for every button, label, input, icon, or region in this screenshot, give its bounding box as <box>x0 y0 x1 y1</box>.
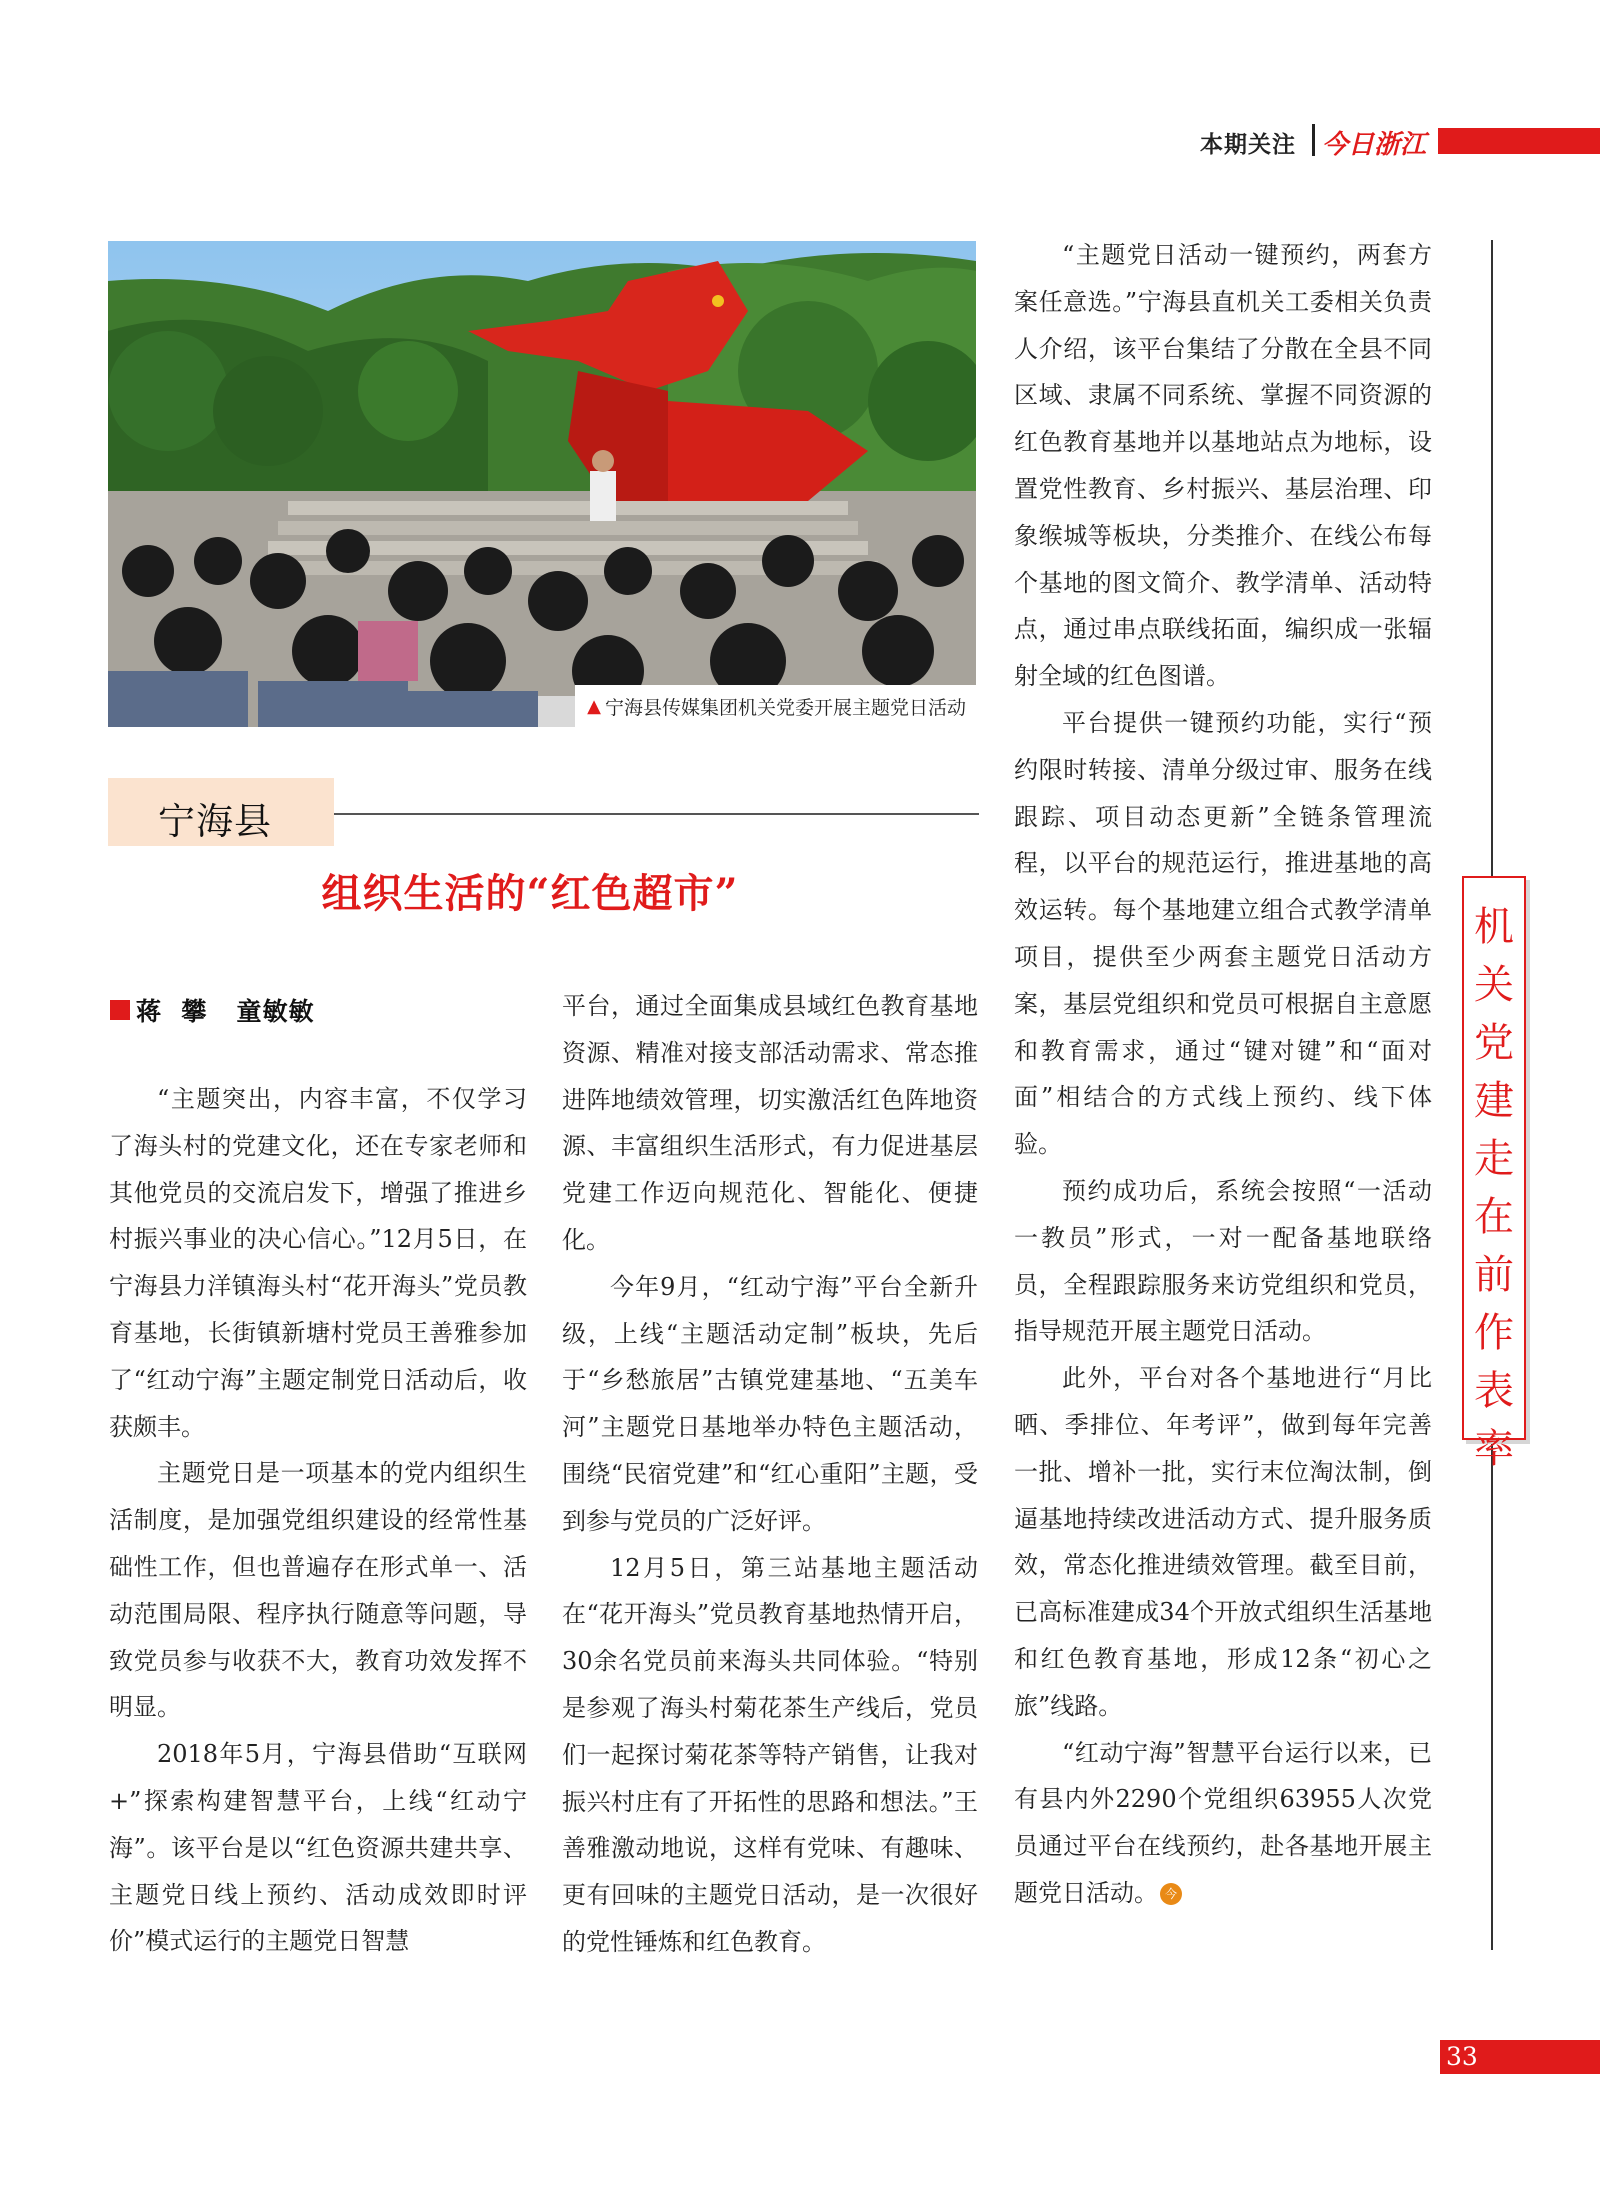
header-separator <box>1312 124 1315 156</box>
paragraph-last-text: “红动宁海”智慧平台运行以来，已有县内外2290个党组织63955人次党员通过平台在线预约，赴各基地开展主题党日活动。 <box>1014 1738 1432 1907</box>
body-column-1 <box>109 1076 527 1965</box>
byline-square-icon <box>110 1000 130 1020</box>
side-column-title <box>1462 876 1526 1472</box>
paragraph-last <box>1014 1730 1432 1917</box>
paragraph: 今年9月，“红动宁海”平台全新升级，上线“主题活动定制”板块，先后于“乡愁旅居”古镇党建基地、“五美车河”主题党日基地举办特色主题活动，围绕“民宿党建”和“红心重阳”主题，受到参与党员的广泛好评。 <box>562 1272 978 1535</box>
paragraph: 预约成功后，系统会按照“一活动一教员”形式，一对一配备基地联络员，全程跟踪服务来访党组织和党员，指导规范开展主题党日活动。 <box>1014 1176 1432 1346</box>
body-column-3 <box>1014 232 1432 1917</box>
photo-caption <box>575 685 976 727</box>
paragraph: 平台提供一键预约功能，实行“预约限时转接、清单分级过审、服务在线跟踪、项目动态更新”全链条管理流程，以平台的规范运行，推进基地的高效运转。每个基地建立组合式教学清单项目，提供至少两套主题党日活动方案，基层党组织和党员可根据自主意愿和教育需求，通过“键对键”和“面对面”相结合的方式线上预约、线下体验。 <box>1014 708 1432 1159</box>
region-tag <box>108 778 334 846</box>
paragraph: “主题党日活动一键预约，两套方案任意选。”宁海县直机关工委相关负责人介绍，该平台集结了分散在全县不同区域、隶属不同系统、掌握不同资源的红色教育基地并以基地站点为地标，设置党性教育、乡村振兴、基层治理、印象缑城等板块，分类推介、在线公布每个基地的图文简介、教学清单、活动特点，通过串点联线拓面，编织成一张辐射全域的红色图谱。 <box>1014 241 1432 691</box>
paragraph: 此外，平台对各个基地进行“月比晒、季排位、年考评”，做到每年完善一批、增补一批，实行末位淘汰制，倒逼基地持续改进活动方式、提升服务质效，常态化推进绩效管理。截至目前，已高标准建成34个开放式组织生活基地和红色教育基地，形成12条“初心之旅”线路。 <box>1014 1364 1432 1720</box>
byline-authors: 蒋 攀 童敏敏 <box>136 997 315 1026</box>
page-header <box>1200 124 1600 158</box>
side-column-title-text: 机关党建走在前作表率 <box>1474 904 1514 1472</box>
paragraph: 12月5日，第三站基地主题活动在“花开海头”党员教育基地热情开启，30余名党员前来海头共同体验。“特别是参观了海头村菊花茶生产线后，党员们一起探讨菊花茶等特产销售，让我对振兴村庄有了开拓性的思路和想法。”王善雅激动地说，这样有党味、有趣味、更有回味的主题党日活动，是一次很好的党性锤炼和红色教育。 <box>562 1553 978 1956</box>
page-number: 33 <box>1446 2042 1478 2071</box>
header-section-label: 本期关注 <box>1200 132 1296 158</box>
caption-triangle-icon: ▲ <box>587 695 601 717</box>
region-tag-text: 宁海县 <box>158 800 272 843</box>
paragraph: “主题突出，内容丰富，不仅学习了海头村的党建文化，还在专家老师和其他党员的交流启发下，增强了推进乡村振兴事业的决心信心。”12月5日，在宁海县力洋镇海头村“花开海头”党员教育基地，长街镇新塘村党员王善雅参加了“红动宁海”主题定制党日活动后，收获颇丰。 <box>109 1085 527 1441</box>
article-title: 组织生活的“红色超市” <box>321 870 739 917</box>
magazine-logo: 今日浙江 <box>1322 130 1427 160</box>
section-divider <box>334 813 979 815</box>
paragraph-continued: 平台，通过全面集成县域红色教育基地资源、精准对接支部活动需求、常态推进阵地绩效管理，切实激活红色阵地资源、丰富组织生活形式，有力促进基层党建工作迈向规范化、智能化、便捷化。 <box>562 992 978 1254</box>
body-column-2 <box>562 983 978 1966</box>
photo-illustration <box>108 241 976 727</box>
article-photo <box>108 241 976 727</box>
end-mark-icon: 今 <box>1160 1883 1182 1905</box>
byline <box>110 990 315 1030</box>
paragraph: 主题党日是一项基本的党内组织生活制度，是加强党组织建设的经常性基础性工作，但也普遍存在形式单一、活动范围局限、程序执行随意等问题，导致党员参与收获不大，教育功效发挥不明显。 <box>109 1459 527 1722</box>
photo-caption-text: 宁海县传媒集团机关党委开展主题党日活动 <box>604 696 966 719</box>
paragraph: 2018年5月，宁海县借助“互联网+”探索构建智慧平台，上线“红动宁海”。该平台是以“红色资源共建共享、主题党日线上预约、活动成效即时评价”模式运行的主题党日智慧 <box>109 1740 527 1956</box>
header-red-bar <box>1438 128 1600 154</box>
